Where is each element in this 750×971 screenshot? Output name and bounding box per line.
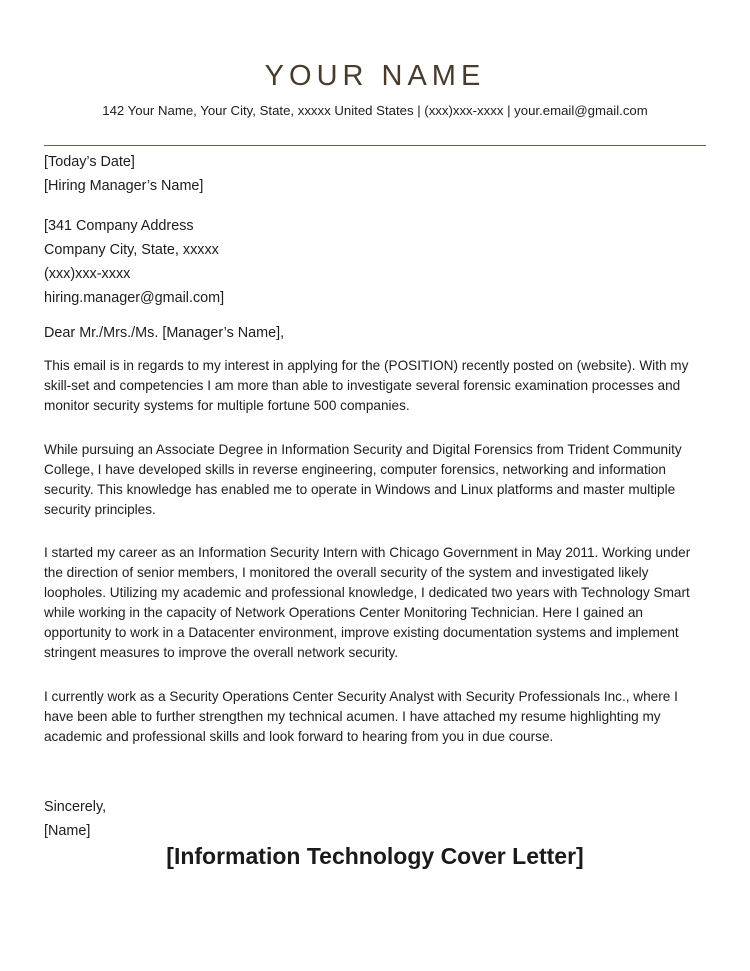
body-paragraph-2: While pursuing an Associate Degree in Information Security and Digital Forensics from Trident Community College, I have developed skills in reverse engineering, computer forensics, networking and information security. This knowledge has enabled me to operate in Windows and Linux platforms and master multiple security principles. xyxy=(44,442,682,517)
valediction: Sincerely, xyxy=(44,799,107,815)
date: [Today’s Date] xyxy=(44,154,135,170)
hiring-manager-name: [Hiring Manager’s Name] xyxy=(44,178,204,194)
closing-block xyxy=(44,795,106,843)
company-city: Company City, State, xxxxx xyxy=(44,242,219,258)
company-address: [341 Company Address xyxy=(44,218,194,234)
document-title: [Information Technology Cover Letter] xyxy=(166,843,584,869)
body-paragraph-3: I started my career as an Information Security Intern with Chicago Government in May 2011. Working under the direction of senior members, I monitored the overall security of the system and investigated likely loopholes. Utilizing my academic and professional knowledge, I dedicated two years with Technology Smart while working in the capacity of Network Operations Center Monitoring Technician. Here I gained an opportunity to work in a Datacenter environment, improve existing documentation systems and implement stringent measures to improve the overall network security. xyxy=(44,545,691,660)
company-address-block xyxy=(44,214,224,310)
company-email: hiring.manager@gmail.com] xyxy=(44,290,225,306)
body-paragraph-4: I currently work as a Security Operations Center Security Analyst with Security Professionals Inc., where I have been able to further strengthen my technical acumen. I have attached my resume highlighting my academic and professional skills and look forward to hearing from you in due course. xyxy=(44,689,678,744)
body-paragraph-1: This email is in regards to my interest in applying for the (POSITION) recently posted on (website). With my skill-set and competencies I am more than able to investigate several forensic examination processes and monitor security systems for multiple fortune 500 companies. xyxy=(44,358,689,413)
salutation: Dear Mr./Mrs./Ms. [Manager’s Name], xyxy=(44,325,285,341)
signature-name: [Name] xyxy=(44,823,91,839)
date-manager-block xyxy=(44,150,203,198)
company-phone: (xxx)xxx-xxxx xyxy=(44,266,131,282)
contact-line: 142 Your Name, Your City, State, xxxxx United States | (xxx)xxx-xxxx | your.email@gmail.com xyxy=(102,103,648,118)
header-divider xyxy=(44,145,706,146)
applicant-name: YOUR NAME xyxy=(264,60,486,92)
